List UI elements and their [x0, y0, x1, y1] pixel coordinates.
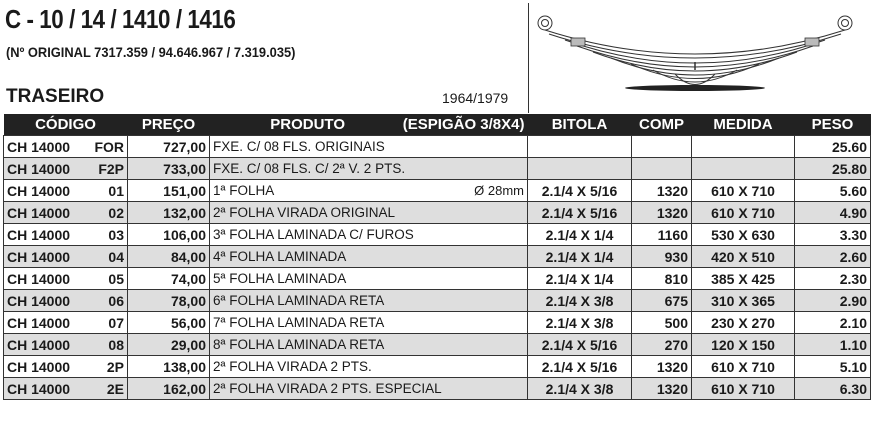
cell-comp: 810: [632, 268, 692, 290]
part-code: CH 14000: [7, 138, 71, 155]
cell-produto: [210, 334, 528, 356]
cell-codigo: [4, 202, 128, 224]
parts-table: [3, 114, 871, 400]
cell-bitola: 2.1/4 X 5/16: [528, 356, 632, 378]
cell-peso: 3.30: [795, 224, 871, 246]
cell-codigo: [4, 158, 128, 180]
cell-produto: [210, 290, 528, 312]
part-suffix: 06: [108, 292, 124, 309]
cell-produto: [210, 136, 528, 158]
part-suffix: 03: [108, 226, 124, 243]
cell-peso: 4.90: [795, 202, 871, 224]
page-title: C - 10 / 14 / 1410 / 1416: [5, 4, 236, 34]
cell-preco: 29,00: [128, 334, 210, 356]
cell-codigo: [4, 334, 128, 356]
product-description: 7ª FOLHA LAMINADA RETA: [213, 315, 385, 330]
cell-preco: 162,00: [128, 378, 210, 400]
cell-medida: 610 X 710: [692, 202, 795, 224]
part-suffix: 07: [108, 314, 124, 331]
table-row: [4, 202, 871, 224]
cell-comp: 1160: [632, 224, 692, 246]
cell-codigo: [4, 290, 128, 312]
cell-codigo: [4, 312, 128, 334]
table-row: [4, 268, 871, 290]
table-row: [4, 180, 871, 202]
product-description: FXE. C/ 08 FLS. ORIGINAIS: [213, 139, 385, 154]
header-bitola: BITOLA: [528, 114, 632, 136]
part-code: CH 14000: [7, 358, 71, 375]
header-peso: PESO: [795, 114, 871, 136]
part-code: CH 14000: [7, 336, 71, 353]
cell-produto: [210, 202, 528, 224]
cell-peso: 25.80: [795, 158, 871, 180]
cell-medida: 610 X 710: [692, 180, 795, 202]
product-description: 3ª FOLHA LAMINADA C/ FUROS: [213, 227, 414, 242]
product-description: 1ª FOLHA: [213, 183, 275, 198]
cell-bitola: [528, 158, 632, 180]
part-code: CH 14000: [7, 314, 71, 331]
table-row: [4, 224, 871, 246]
cell-preco: 727,00: [128, 136, 210, 158]
cell-comp: [632, 158, 692, 180]
cell-comp: 1320: [632, 202, 692, 224]
part-suffix: 01: [108, 182, 124, 199]
part-suffix: 02: [108, 204, 124, 221]
cell-produto: [210, 180, 528, 202]
cell-peso: 6.30: [795, 378, 871, 400]
cell-codigo: [4, 246, 128, 268]
cell-medida: 310 X 365: [692, 290, 795, 312]
cell-produto: [210, 268, 528, 290]
cell-comp: 930: [632, 246, 692, 268]
part-code: CH 14000: [7, 380, 71, 397]
header-codigo: CÓDIGO: [4, 114, 128, 136]
part-suffix: 2P: [106, 358, 124, 375]
cell-preco: 138,00: [128, 356, 210, 378]
cell-codigo: [4, 136, 128, 158]
cell-peso: 5.60: [795, 180, 871, 202]
product-description: 2ª FOLHA VIRADA 2 PTS.: [213, 359, 372, 374]
cell-bitola: 2.1/4 X 1/4: [528, 224, 632, 246]
cell-bitola: 2.1/4 X 5/16: [528, 180, 632, 202]
cell-medida: 420 X 510: [692, 246, 795, 268]
cell-peso: 2.60: [795, 246, 871, 268]
cell-produto: [210, 356, 528, 378]
cell-comp: 675: [632, 290, 692, 312]
header-preco: PREÇO: [128, 114, 210, 136]
section-heading: TRASEIRO: [6, 86, 105, 107]
cell-produto: [210, 158, 528, 180]
cell-preco: 132,00: [128, 202, 210, 224]
product-description: 2ª FOLHA VIRADA ORIGINAL: [213, 205, 396, 220]
cell-comp: 1320: [632, 356, 692, 378]
table-row: [4, 290, 871, 312]
part-suffix: FOR: [94, 138, 124, 155]
table-row: [4, 356, 871, 378]
cell-preco: 56,00: [128, 312, 210, 334]
product-description: FXE. C/ 08 FLS. C/ 2ª V. 2 PTS.: [213, 161, 406, 176]
original-part-numbers: (Nº ORIGINAL 7317.359 / 94.646.967 / 7.319.035): [6, 44, 296, 60]
header-comp: COMP: [632, 114, 692, 136]
product-description: 8ª FOLHA LAMINADA RETA: [213, 337, 385, 352]
part-suffix: F2P: [98, 160, 124, 177]
product-description: 4ª FOLHA LAMINADA: [213, 249, 347, 264]
table-row: [4, 158, 871, 180]
table-row: [4, 246, 871, 268]
cell-bitola: 2.1/4 X 3/8: [528, 312, 632, 334]
cell-produto: [210, 246, 528, 268]
header-divider: [528, 3, 529, 113]
part-code: CH 14000: [7, 160, 71, 177]
cell-produto: [210, 378, 528, 400]
cell-codigo: [4, 378, 128, 400]
cell-comp: 270: [632, 334, 692, 356]
cell-medida: 120 X 150: [692, 334, 795, 356]
cell-medida: 385 X 425: [692, 268, 795, 290]
cell-codigo: [4, 356, 128, 378]
cell-preco: 78,00: [128, 290, 210, 312]
part-code: CH 14000: [7, 226, 71, 243]
cell-medida: 610 X 710: [692, 356, 795, 378]
table-row: [4, 334, 871, 356]
header-medida: MEDIDA: [692, 114, 795, 136]
part-suffix: 04: [108, 248, 124, 265]
cell-medida: 610 X 710: [692, 378, 795, 400]
cell-bitola: 2.1/4 X 5/16: [528, 334, 632, 356]
table-row: [4, 136, 871, 158]
cell-comp: 1320: [632, 378, 692, 400]
part-suffix: 08: [108, 336, 124, 353]
cell-peso: 1.10: [795, 334, 871, 356]
cell-medida: 230 X 270: [692, 312, 795, 334]
cell-codigo: [4, 180, 128, 202]
leaf-spring-illustration: [535, 8, 865, 98]
header-produto-note: (ESPIGÃO 3/8X4): [402, 116, 525, 133]
cell-preco: 74,00: [128, 268, 210, 290]
cell-medida: [692, 136, 795, 158]
cell-preco: 84,00: [128, 246, 210, 268]
cell-peso: 5.10: [795, 356, 871, 378]
part-suffix: 2E: [106, 380, 124, 397]
cell-bitola: 2.1/4 X 3/8: [528, 290, 632, 312]
product-description: 5ª FOLHA LAMINADA: [213, 271, 347, 286]
cell-bitola: 2.1/4 X 3/8: [528, 378, 632, 400]
cell-peso: 2.10: [795, 312, 871, 334]
product-description: 2ª FOLHA VIRADA 2 PTS. ESPECIAL: [213, 381, 442, 396]
part-code: CH 14000: [7, 182, 71, 199]
cell-produto: [210, 312, 528, 334]
cell-bitola: 2.1/4 X 5/16: [528, 202, 632, 224]
cell-preco: 151,00: [128, 180, 210, 202]
cell-codigo: [4, 224, 128, 246]
cell-preco: 733,00: [128, 158, 210, 180]
cell-bitola: 2.1/4 X 1/4: [528, 268, 632, 290]
cell-peso: 2.90: [795, 290, 871, 312]
cell-peso: 25.60: [795, 136, 871, 158]
cell-comp: 500: [632, 312, 692, 334]
cell-comp: 1320: [632, 180, 692, 202]
model-years: 1964/1979: [442, 90, 509, 106]
cell-preco: 106,00: [128, 224, 210, 246]
header-produto: [210, 114, 528, 136]
part-code: CH 14000: [7, 270, 71, 287]
part-code: CH 14000: [7, 204, 71, 221]
cell-medida: [692, 158, 795, 180]
eye-diameter: Ø 28mm: [474, 183, 524, 198]
cell-codigo: [4, 268, 128, 290]
cell-medida: 530 X 630: [692, 224, 795, 246]
header-produto-label: PRODUTO: [270, 116, 345, 133]
cell-comp: [632, 136, 692, 158]
cell-produto: [210, 224, 528, 246]
product-description: 6ª FOLHA LAMINADA RETA: [213, 293, 385, 308]
part-suffix: 05: [108, 270, 124, 287]
part-code: CH 14000: [7, 248, 71, 265]
table-row: [4, 378, 871, 400]
cell-bitola: [528, 136, 632, 158]
cell-peso: 2.30: [795, 268, 871, 290]
table-row: [4, 312, 871, 334]
cell-bitola: 2.1/4 X 1/4: [528, 246, 632, 268]
table-header-row: [4, 114, 871, 136]
part-code: CH 14000: [7, 292, 71, 309]
